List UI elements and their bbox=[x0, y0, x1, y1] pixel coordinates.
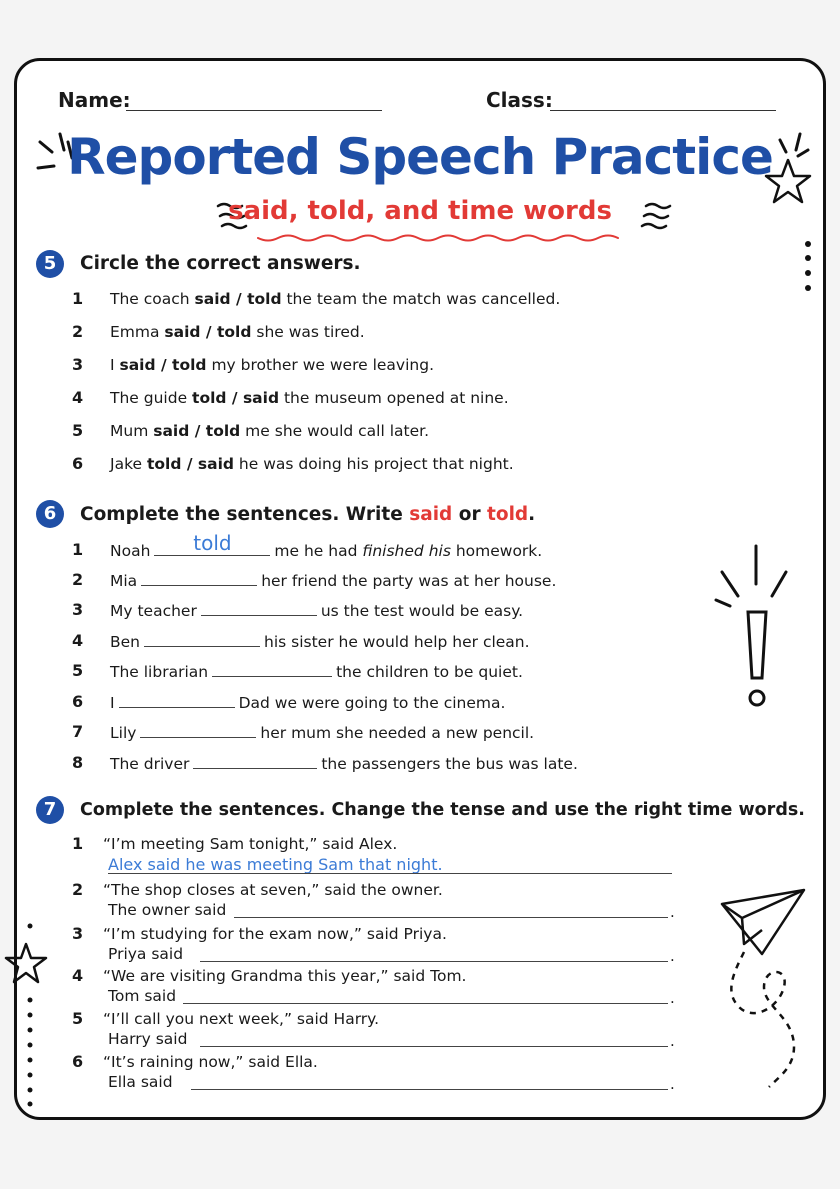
page-title: Reported Speech Practice bbox=[67, 128, 773, 186]
section-7-heading: Complete the sentences. Change the tense and use the right time words. bbox=[80, 800, 805, 820]
answer-blank[interactable] bbox=[212, 662, 332, 677]
star-icon bbox=[6, 944, 46, 982]
item-number: 8 bbox=[72, 753, 84, 772]
name-label: Name: bbox=[58, 88, 131, 112]
item-number: 7 bbox=[72, 722, 84, 741]
paper-plane-icon bbox=[722, 890, 804, 1087]
circle-item bbox=[110, 290, 560, 308]
sentence-period: . bbox=[670, 1075, 675, 1093]
sentence-start: Ben bbox=[110, 633, 140, 651]
answer-line[interactable] bbox=[200, 961, 668, 962]
sentence-start: Mia bbox=[110, 572, 138, 590]
item-number: 6 bbox=[72, 692, 84, 711]
quote-sentence: “The shop closes at seven,” said the owner. bbox=[103, 881, 443, 899]
sentence-start: I bbox=[110, 356, 120, 374]
item-number: 1 bbox=[72, 289, 84, 308]
answer-options[interactable]: said / told bbox=[164, 323, 252, 341]
item-number: 2 bbox=[72, 322, 84, 341]
sentence-period: . bbox=[670, 989, 675, 1007]
answer-line[interactable] bbox=[191, 1089, 668, 1090]
answer-blank[interactable] bbox=[201, 601, 317, 616]
circle-item bbox=[110, 356, 434, 374]
handwritten-answer: Alex said he was meeting Sam that night. bbox=[108, 855, 443, 874]
item-number: 1 bbox=[72, 834, 84, 853]
sentence-end: the museum opened at nine. bbox=[279, 389, 509, 407]
fill-blank-item bbox=[110, 531, 543, 560]
fill-blank-item bbox=[110, 571, 556, 590]
name-line[interactable] bbox=[126, 110, 382, 111]
circle-item bbox=[110, 323, 365, 341]
answer-blank[interactable] bbox=[154, 531, 270, 556]
section-6-number: 6 bbox=[36, 500, 64, 528]
sentence-end: homework. bbox=[450, 542, 543, 560]
answer-line[interactable] bbox=[234, 917, 668, 918]
fill-blank-item bbox=[110, 601, 523, 620]
sentence-start: Mum bbox=[110, 422, 154, 440]
sentence-end: the team the match was cancelled. bbox=[281, 290, 561, 308]
section-5-number: 5 bbox=[36, 250, 64, 278]
sentence-start: Lily bbox=[110, 724, 137, 742]
sentence-end: her friend the party was at her house. bbox=[261, 572, 557, 590]
reported-lead: The owner said bbox=[108, 901, 227, 919]
answer-line[interactable] bbox=[183, 1003, 668, 1004]
sentence-start: The coach bbox=[110, 290, 195, 308]
sentence-period: . bbox=[670, 903, 675, 921]
answer-options[interactable]: told / said bbox=[146, 455, 234, 473]
sentence-middle: me he had bbox=[274, 542, 363, 560]
quote-sentence: “I’m studying for the exam now,” said Priya. bbox=[103, 925, 447, 943]
answer-blank[interactable] bbox=[193, 754, 317, 769]
quote-sentence: “We are visiting Grandma this year,” said Tom. bbox=[103, 967, 467, 985]
sentence-end: the children to be quiet. bbox=[336, 663, 523, 681]
sentence-start: I bbox=[110, 694, 115, 712]
quote-sentence: “It’s raining now,” said Ella. bbox=[103, 1053, 318, 1071]
answer-options[interactable]: told / said bbox=[192, 389, 280, 407]
quote-sentence: “I’m meeting Sam tonight,” said Alex. bbox=[103, 835, 398, 853]
answer-line[interactable] bbox=[108, 873, 672, 874]
item-number: 3 bbox=[72, 600, 84, 619]
fill-blank-item bbox=[110, 693, 505, 712]
section-6-heading: Complete the sentences. Write said or told. bbox=[80, 504, 536, 525]
circle-item bbox=[110, 389, 509, 407]
exclamation-icon bbox=[716, 546, 786, 705]
reported-lead: Tom said bbox=[108, 987, 177, 1005]
item-number: 6 bbox=[72, 1052, 84, 1071]
quote-sentence: “I’ll call you next week,” said Harry. bbox=[103, 1010, 380, 1028]
sentence-start: Jake bbox=[110, 455, 147, 473]
reported-lead: Harry said bbox=[108, 1030, 188, 1048]
reported-lead: Priya said bbox=[108, 945, 184, 963]
sentence-end: he was doing his project that night. bbox=[233, 455, 514, 473]
fill-blank-item bbox=[110, 662, 523, 681]
sentence-end: his sister he would help her clean. bbox=[264, 633, 530, 651]
section-7-number: 7 bbox=[36, 796, 64, 824]
sentence-end: us the test would be easy. bbox=[320, 602, 524, 620]
item-number: 5 bbox=[72, 1009, 84, 1028]
sentence-start: The librarian bbox=[110, 663, 209, 681]
answer-blank[interactable] bbox=[119, 693, 235, 708]
sentence-end: she was tired. bbox=[251, 323, 365, 341]
handwritten-answer: told bbox=[193, 531, 232, 555]
item-number: 5 bbox=[72, 661, 84, 680]
dots-icon bbox=[805, 241, 811, 291]
sentence-end: me she would call later. bbox=[240, 422, 430, 440]
sentence-start: Noah bbox=[110, 542, 151, 560]
answer-blank[interactable] bbox=[144, 632, 260, 647]
answer-blank[interactable] bbox=[141, 571, 257, 586]
answer-blank[interactable] bbox=[140, 723, 256, 738]
sentence-end: Dad we were going to the cinema. bbox=[238, 694, 506, 712]
sentence-italic: finished his bbox=[362, 542, 451, 560]
sentence-start: The driver bbox=[110, 755, 190, 773]
fill-blank-item bbox=[110, 632, 530, 651]
answer-options[interactable]: said / told bbox=[194, 290, 282, 308]
item-number: 6 bbox=[72, 454, 84, 473]
item-number: 2 bbox=[72, 570, 84, 589]
item-number: 4 bbox=[72, 388, 84, 407]
circle-item bbox=[110, 455, 514, 473]
item-number: 5 bbox=[72, 421, 84, 440]
answer-options[interactable]: said / told bbox=[119, 356, 207, 374]
section-5-heading: Circle the correct answers. bbox=[80, 253, 361, 274]
class-line[interactable] bbox=[550, 110, 776, 111]
sentence-start: The guide bbox=[110, 389, 193, 407]
answer-options[interactable]: said / told bbox=[153, 422, 241, 440]
class-label: Class: bbox=[486, 88, 553, 112]
sentence-end: the passengers the bus was late. bbox=[321, 755, 578, 773]
item-number: 3 bbox=[72, 924, 84, 943]
item-number: 2 bbox=[72, 880, 84, 899]
fill-blank-item bbox=[110, 723, 534, 742]
sentence-period: . bbox=[670, 1032, 675, 1050]
item-number: 3 bbox=[72, 355, 84, 374]
circle-item bbox=[110, 422, 429, 440]
sentence-start: Emma bbox=[110, 323, 165, 341]
item-number: 4 bbox=[72, 966, 84, 985]
fill-blank-item bbox=[110, 754, 578, 773]
sentence-end: her mum she needed a new pencil. bbox=[260, 724, 535, 742]
sentence-period: . bbox=[670, 947, 675, 965]
reported-lead: Ella said bbox=[108, 1073, 173, 1091]
answer-line[interactable] bbox=[200, 1046, 668, 1047]
item-number: 4 bbox=[72, 631, 84, 650]
item-number: 1 bbox=[72, 540, 84, 559]
sentence-start: My teacher bbox=[110, 602, 197, 620]
sentence-end: my brother we were leaving. bbox=[206, 356, 434, 374]
page-subtitle: said, told, and time words bbox=[228, 196, 612, 226]
